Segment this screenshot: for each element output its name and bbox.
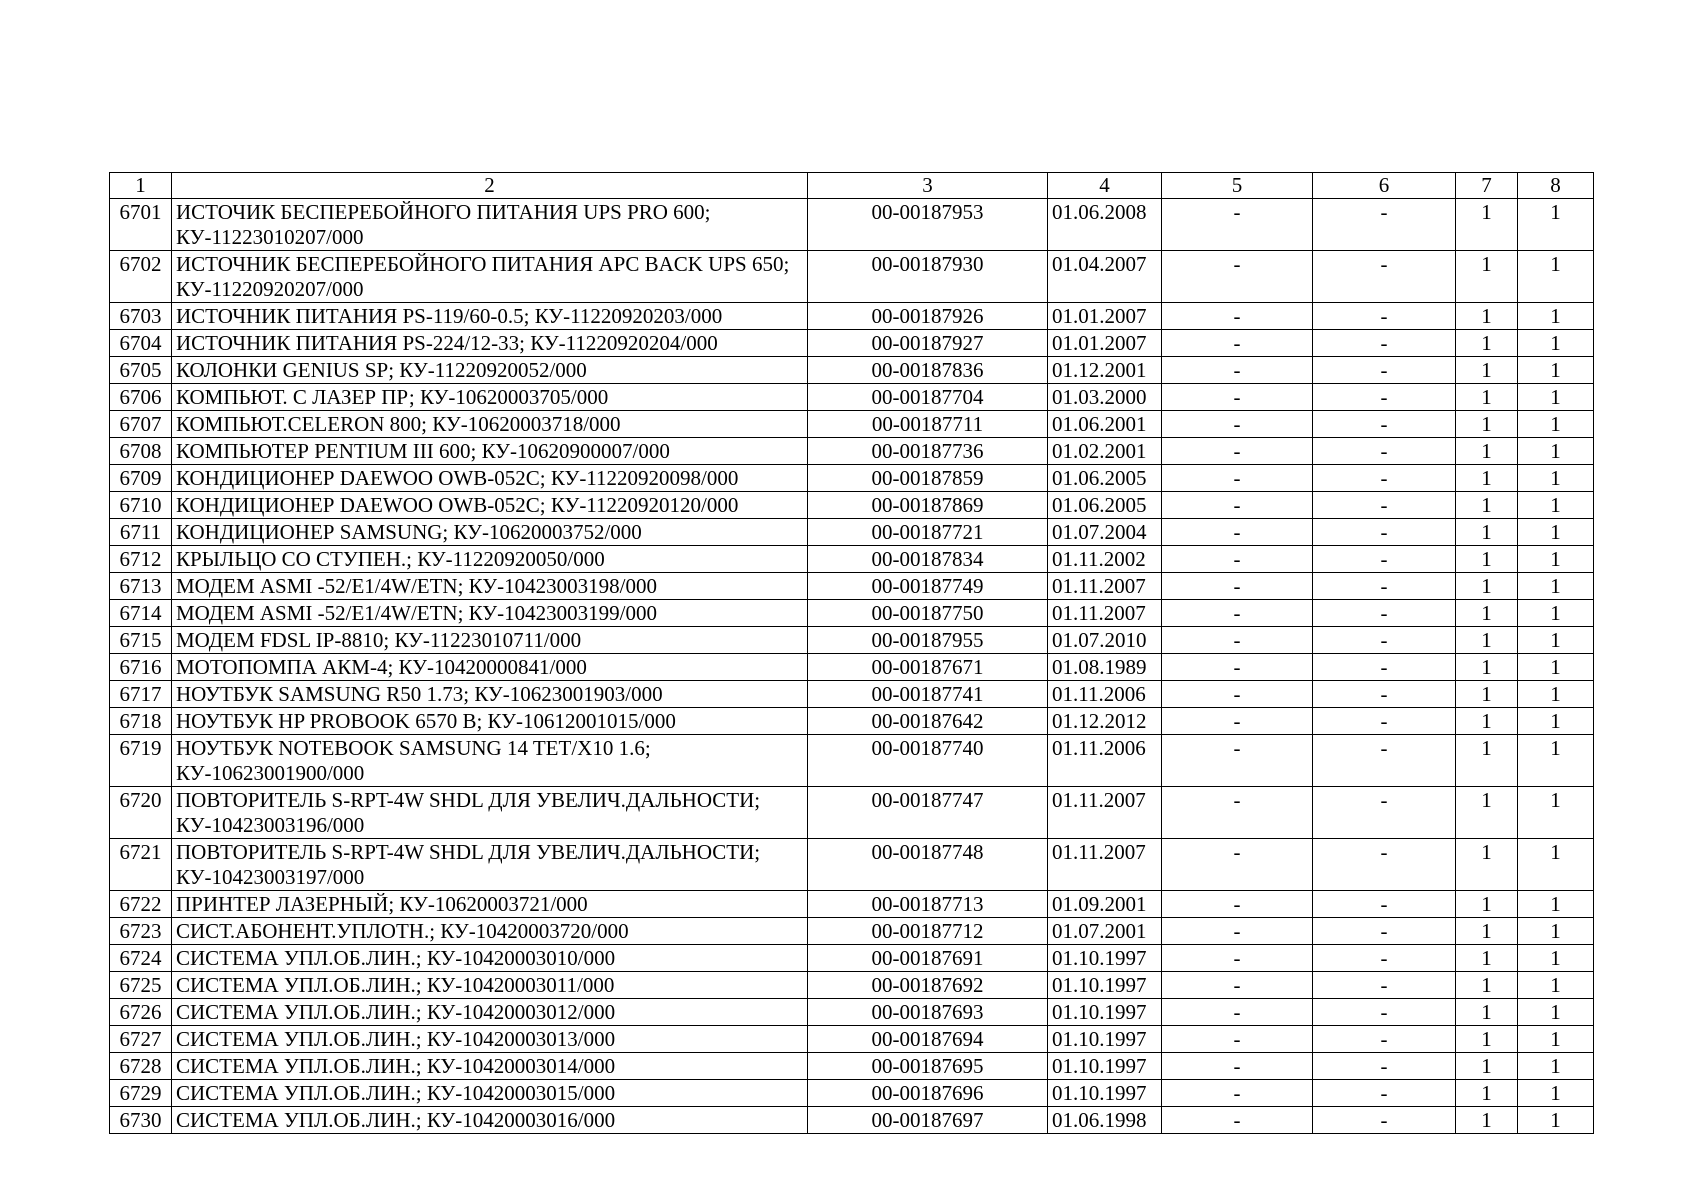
column-8-cell: 1 xyxy=(1518,681,1594,708)
column-5-cell: - xyxy=(1162,945,1313,972)
column-8-cell: 1 xyxy=(1518,411,1594,438)
column-8-cell: 1 xyxy=(1518,627,1594,654)
column-8-cell: 1 xyxy=(1518,708,1594,735)
item-name-cell: КОНДИЦИОНЕР DAEWOO OWB-052C; КУ-11220920120/000 xyxy=(172,492,808,519)
table-row xyxy=(110,519,1594,546)
row-number-cell: 6716 xyxy=(110,654,172,681)
item-name-cell: СИСТ.АБОНЕНТ.УПЛОТН.; КУ-10420003720/000 xyxy=(172,918,808,945)
column-8-cell: 1 xyxy=(1518,839,1594,891)
column-6-cell: - xyxy=(1313,251,1456,303)
column-5-cell: - xyxy=(1162,787,1313,839)
item-name-cell: ПОВТОРИТЕЛЬ S-RPT-4W SHDL ДЛЯ УВЕЛИЧ.ДАЛЬНОСТИ; КУ-10423003196/000 xyxy=(172,787,808,839)
column-8-cell: 1 xyxy=(1518,438,1594,465)
header-row xyxy=(110,173,1594,199)
date-cell: 01.06.2005 xyxy=(1048,465,1162,492)
column-5-cell: - xyxy=(1162,330,1313,357)
column-header-1: 1 xyxy=(110,173,172,199)
table-row xyxy=(110,839,1594,891)
column-7-cell: 1 xyxy=(1456,519,1518,546)
date-cell: 01.11.2007 xyxy=(1048,787,1162,839)
column-8-cell: 1 xyxy=(1518,972,1594,999)
date-cell: 01.06.2008 xyxy=(1048,199,1162,251)
column-8-cell: 1 xyxy=(1518,999,1594,1026)
column-5-cell: - xyxy=(1162,251,1313,303)
item-name-cell: СИСТЕМА УПЛ.ОБ.ЛИН.; КУ-10420003016/000 xyxy=(172,1107,808,1134)
item-name-cell: МОТОПОМПА АКМ-4; КУ-10420000841/000 xyxy=(172,654,808,681)
date-cell: 01.11.2006 xyxy=(1048,735,1162,787)
column-8-cell: 1 xyxy=(1518,1107,1594,1134)
table-row xyxy=(110,546,1594,573)
item-name-cell: МОДЕМ ASMI -52/E1/4W/ETN; КУ-10423003199/000 xyxy=(172,600,808,627)
row-number-cell: 6713 xyxy=(110,573,172,600)
inventory-code-cell: 00-00187927 xyxy=(808,330,1048,357)
inventory-code-cell: 00-00187691 xyxy=(808,945,1048,972)
table-header xyxy=(110,173,1594,199)
column-header-3: 3 xyxy=(808,173,1048,199)
column-8-cell: 1 xyxy=(1518,1053,1594,1080)
column-5-cell: - xyxy=(1162,654,1313,681)
column-6-cell: - xyxy=(1313,972,1456,999)
table-row xyxy=(110,600,1594,627)
table-row xyxy=(110,492,1594,519)
inventory-code-cell: 00-00187642 xyxy=(808,708,1048,735)
row-number-cell: 6710 xyxy=(110,492,172,519)
item-name-cell: СИСТЕМА УПЛ.ОБ.ЛИН.; КУ-10420003011/000 xyxy=(172,972,808,999)
column-7-cell: 1 xyxy=(1456,1026,1518,1053)
date-cell: 01.10.1997 xyxy=(1048,999,1162,1026)
column-5-cell: - xyxy=(1162,303,1313,330)
column-6-cell: - xyxy=(1313,1026,1456,1053)
column-6-cell: - xyxy=(1313,573,1456,600)
column-7-cell: 1 xyxy=(1456,945,1518,972)
column-6-cell: - xyxy=(1313,918,1456,945)
column-8-cell: 1 xyxy=(1518,384,1594,411)
row-number-cell: 6717 xyxy=(110,681,172,708)
row-number-cell: 6711 xyxy=(110,519,172,546)
item-name-cell: КОЛОНКИ GENIUS SP; КУ-11220920052/000 xyxy=(172,357,808,384)
inventory-code-cell: 00-00187740 xyxy=(808,735,1048,787)
inventory-code-cell: 00-00187721 xyxy=(808,519,1048,546)
row-number-cell: 6718 xyxy=(110,708,172,735)
inventory-code-cell: 00-00187747 xyxy=(808,787,1048,839)
column-7-cell: 1 xyxy=(1456,708,1518,735)
column-6-cell: - xyxy=(1313,492,1456,519)
date-cell: 01.11.2007 xyxy=(1048,600,1162,627)
table-row xyxy=(110,1107,1594,1134)
row-number-cell: 6712 xyxy=(110,546,172,573)
row-number-cell: 6705 xyxy=(110,357,172,384)
column-8-cell: 1 xyxy=(1518,199,1594,251)
inventory-code-cell: 00-00187694 xyxy=(808,1026,1048,1053)
inventory-code-cell: 00-00187671 xyxy=(808,654,1048,681)
column-5-cell: - xyxy=(1162,891,1313,918)
inventory-code-cell: 00-00187692 xyxy=(808,972,1048,999)
item-name-cell: КОМПЬЮТЕР PENTIUM III 600; КУ-10620900007/000 xyxy=(172,438,808,465)
column-7-cell: 1 xyxy=(1456,999,1518,1026)
table-body xyxy=(110,199,1594,1134)
row-number-cell: 6704 xyxy=(110,330,172,357)
column-7-cell: 1 xyxy=(1456,600,1518,627)
inventory-code-cell: 00-00187696 xyxy=(808,1080,1048,1107)
column-8-cell: 1 xyxy=(1518,891,1594,918)
date-cell: 01.08.1989 xyxy=(1048,654,1162,681)
table-row xyxy=(110,251,1594,303)
column-7-cell: 1 xyxy=(1456,627,1518,654)
row-number-cell: 6728 xyxy=(110,1053,172,1080)
date-cell: 01.07.2004 xyxy=(1048,519,1162,546)
column-5-cell: - xyxy=(1162,708,1313,735)
inventory-code-cell: 00-00187736 xyxy=(808,438,1048,465)
date-cell: 01.10.1997 xyxy=(1048,945,1162,972)
date-cell: 01.10.1997 xyxy=(1048,1080,1162,1107)
table-row xyxy=(110,627,1594,654)
table-row xyxy=(110,357,1594,384)
column-7-cell: 1 xyxy=(1456,891,1518,918)
table-row xyxy=(110,708,1594,735)
inventory-code-cell: 00-00187711 xyxy=(808,411,1048,438)
column-7-cell: 1 xyxy=(1456,438,1518,465)
row-number-cell: 6702 xyxy=(110,251,172,303)
row-number-cell: 6729 xyxy=(110,1080,172,1107)
column-7-cell: 1 xyxy=(1456,303,1518,330)
inventory-code-cell: 00-00187953 xyxy=(808,199,1048,251)
column-header-4: 4 xyxy=(1048,173,1162,199)
column-5-cell: - xyxy=(1162,1026,1313,1053)
table-row xyxy=(110,438,1594,465)
item-name-cell: КОНДИЦИОНЕР SAMSUNG; КУ-10620003752/000 xyxy=(172,519,808,546)
column-5-cell: - xyxy=(1162,1053,1313,1080)
column-7-cell: 1 xyxy=(1456,411,1518,438)
column-8-cell: 1 xyxy=(1518,330,1594,357)
date-cell: 01.12.2001 xyxy=(1048,357,1162,384)
column-5-cell: - xyxy=(1162,411,1313,438)
column-7-cell: 1 xyxy=(1456,357,1518,384)
row-number-cell: 6730 xyxy=(110,1107,172,1134)
column-8-cell: 1 xyxy=(1518,654,1594,681)
column-7-cell: 1 xyxy=(1456,199,1518,251)
column-6-cell: - xyxy=(1313,839,1456,891)
row-number-cell: 6707 xyxy=(110,411,172,438)
column-8-cell: 1 xyxy=(1518,787,1594,839)
row-number-cell: 6726 xyxy=(110,999,172,1026)
column-5-cell: - xyxy=(1162,199,1313,251)
date-cell: 01.03.2000 xyxy=(1048,384,1162,411)
date-cell: 01.11.2007 xyxy=(1048,573,1162,600)
column-5-cell: - xyxy=(1162,384,1313,411)
item-name-cell: МОДЕМ FDSL IP-8810; КУ-11223010711/000 xyxy=(172,627,808,654)
column-5-cell: - xyxy=(1162,519,1313,546)
inventory-code-cell: 00-00187955 xyxy=(808,627,1048,654)
column-6-cell: - xyxy=(1313,1080,1456,1107)
column-8-cell: 1 xyxy=(1518,519,1594,546)
table-row xyxy=(110,972,1594,999)
column-6-cell: - xyxy=(1313,735,1456,787)
column-5-cell: - xyxy=(1162,465,1313,492)
inventory-code-cell: 00-00187748 xyxy=(808,839,1048,891)
table-row xyxy=(110,654,1594,681)
row-number-cell: 6701 xyxy=(110,199,172,251)
inventory-code-cell: 00-00187750 xyxy=(808,600,1048,627)
column-6-cell: - xyxy=(1313,357,1456,384)
column-5-cell: - xyxy=(1162,438,1313,465)
table-row xyxy=(110,999,1594,1026)
date-cell: 01.01.2007 xyxy=(1048,330,1162,357)
column-5-cell: - xyxy=(1162,357,1313,384)
row-number-cell: 6721 xyxy=(110,839,172,891)
column-6-cell: - xyxy=(1313,627,1456,654)
column-6-cell: - xyxy=(1313,411,1456,438)
table-row xyxy=(110,918,1594,945)
column-8-cell: 1 xyxy=(1518,465,1594,492)
item-name-cell: СИСТЕМА УПЛ.ОБ.ЛИН.; КУ-10420003015/000 xyxy=(172,1080,808,1107)
date-cell: 01.10.1997 xyxy=(1048,972,1162,999)
column-6-cell: - xyxy=(1313,891,1456,918)
inventory-table xyxy=(109,172,1594,1134)
inventory-code-cell: 00-00187704 xyxy=(808,384,1048,411)
column-5-cell: - xyxy=(1162,573,1313,600)
inventory-code-cell: 00-00187834 xyxy=(808,546,1048,573)
item-name-cell: ИСТОЧИК БЕСПЕРЕБОЙНОГО ПИТАНИЯ UPS PRO 600; КУ-11223010207/000 xyxy=(172,199,808,251)
column-7-cell: 1 xyxy=(1456,972,1518,999)
inventory-code-cell: 00-00187859 xyxy=(808,465,1048,492)
column-5-cell: - xyxy=(1162,546,1313,573)
column-8-cell: 1 xyxy=(1518,1026,1594,1053)
table-row xyxy=(110,384,1594,411)
table-row xyxy=(110,735,1594,787)
column-6-cell: - xyxy=(1313,708,1456,735)
date-cell: 01.04.2007 xyxy=(1048,251,1162,303)
row-number-cell: 6727 xyxy=(110,1026,172,1053)
column-6-cell: - xyxy=(1313,600,1456,627)
column-6-cell: - xyxy=(1313,681,1456,708)
item-name-cell: ИСТОЧНИК ПИТАНИЯ PS-224/12-33; КУ-11220920204/000 xyxy=(172,330,808,357)
row-number-cell: 6723 xyxy=(110,918,172,945)
date-cell: 01.07.2001 xyxy=(1048,918,1162,945)
row-number-cell: 6724 xyxy=(110,945,172,972)
row-number-cell: 6715 xyxy=(110,627,172,654)
item-name-cell: СИСТЕМА УПЛ.ОБ.ЛИН.; КУ-10420003014/000 xyxy=(172,1053,808,1080)
item-name-cell: СИСТЕМА УПЛ.ОБ.ЛИН.; КУ-10420003010/000 xyxy=(172,945,808,972)
row-number-cell: 6708 xyxy=(110,438,172,465)
item-name-cell: НОУТБУК NOTEBOOK SAMSUNG 14 TET/X10 1.6; КУ-10623001900/000 xyxy=(172,735,808,787)
column-5-cell: - xyxy=(1162,918,1313,945)
column-7-cell: 1 xyxy=(1456,654,1518,681)
inventory-code-cell: 00-00187693 xyxy=(808,999,1048,1026)
column-7-cell: 1 xyxy=(1456,681,1518,708)
table-row xyxy=(110,681,1594,708)
table-row xyxy=(110,573,1594,600)
inventory-code-cell: 00-00187695 xyxy=(808,1053,1048,1080)
column-8-cell: 1 xyxy=(1518,945,1594,972)
column-6-cell: - xyxy=(1313,1053,1456,1080)
column-6-cell: - xyxy=(1313,945,1456,972)
column-5-cell: - xyxy=(1162,627,1313,654)
column-7-cell: 1 xyxy=(1456,735,1518,787)
item-name-cell: ИСТОЧНИК ПИТАНИЯ PS-119/60-0.5; КУ-11220920203/000 xyxy=(172,303,808,330)
table-row xyxy=(110,303,1594,330)
column-5-cell: - xyxy=(1162,972,1313,999)
item-name-cell: НОУТБУК HP PROBOOK 6570 B; КУ-10612001015/000 xyxy=(172,708,808,735)
inventory-code-cell: 00-00187713 xyxy=(808,891,1048,918)
row-number-cell: 6703 xyxy=(110,303,172,330)
column-8-cell: 1 xyxy=(1518,492,1594,519)
column-6-cell: - xyxy=(1313,546,1456,573)
column-5-cell: - xyxy=(1162,600,1313,627)
column-5-cell: - xyxy=(1162,492,1313,519)
column-5-cell: - xyxy=(1162,1107,1313,1134)
item-name-cell: КОМПЬЮТ. С ЛАЗЕР ПР; КУ-10620003705/000 xyxy=(172,384,808,411)
row-number-cell: 6714 xyxy=(110,600,172,627)
column-7-cell: 1 xyxy=(1456,384,1518,411)
table-row xyxy=(110,787,1594,839)
column-6-cell: - xyxy=(1313,654,1456,681)
inventory-code-cell: 00-00187836 xyxy=(808,357,1048,384)
item-name-cell: СИСТЕМА УПЛ.ОБ.ЛИН.; КУ-10420003013/000 xyxy=(172,1026,808,1053)
inventory-code-cell: 00-00187749 xyxy=(808,573,1048,600)
table-row xyxy=(110,330,1594,357)
item-name-cell: СИСТЕМА УПЛ.ОБ.ЛИН.; КУ-10420003012/000 xyxy=(172,999,808,1026)
date-cell: 01.11.2007 xyxy=(1048,839,1162,891)
date-cell: 01.02.2001 xyxy=(1048,438,1162,465)
date-cell: 01.06.1998 xyxy=(1048,1107,1162,1134)
table-row xyxy=(110,1080,1594,1107)
column-7-cell: 1 xyxy=(1456,546,1518,573)
item-name-cell: КОМПЬЮТ.CELERON 800; КУ-10620003718/000 xyxy=(172,411,808,438)
row-number-cell: 6722 xyxy=(110,891,172,918)
date-cell: 01.10.1997 xyxy=(1048,1026,1162,1053)
column-5-cell: - xyxy=(1162,839,1313,891)
column-6-cell: - xyxy=(1313,999,1456,1026)
column-6-cell: - xyxy=(1313,787,1456,839)
date-cell: 01.09.2001 xyxy=(1048,891,1162,918)
item-name-cell: НОУТБУК SAMSUNG R50 1.73; КУ-10623001903/000 xyxy=(172,681,808,708)
column-header-6: 6 xyxy=(1313,173,1456,199)
column-5-cell: - xyxy=(1162,681,1313,708)
table-row xyxy=(110,465,1594,492)
column-8-cell: 1 xyxy=(1518,251,1594,303)
table-row xyxy=(110,1053,1594,1080)
row-number-cell: 6709 xyxy=(110,465,172,492)
column-7-cell: 1 xyxy=(1456,839,1518,891)
inventory-code-cell: 00-00187741 xyxy=(808,681,1048,708)
date-cell: 01.06.2001 xyxy=(1048,411,1162,438)
column-6-cell: - xyxy=(1313,438,1456,465)
table-row xyxy=(110,891,1594,918)
column-8-cell: 1 xyxy=(1518,918,1594,945)
item-name-cell: КРЫЛЬЦО СО СТУПЕН.; КУ-11220920050/000 xyxy=(172,546,808,573)
column-7-cell: 1 xyxy=(1456,251,1518,303)
item-name-cell: ИСТОЧНИК БЕСПЕРЕБОЙНОГО ПИТАНИЯ APC BACK UPS 650; КУ-11220920207/000 xyxy=(172,251,808,303)
column-8-cell: 1 xyxy=(1518,735,1594,787)
column-8-cell: 1 xyxy=(1518,600,1594,627)
column-6-cell: - xyxy=(1313,303,1456,330)
table-row xyxy=(110,411,1594,438)
column-6-cell: - xyxy=(1313,1107,1456,1134)
row-number-cell: 6719 xyxy=(110,735,172,787)
column-8-cell: 1 xyxy=(1518,573,1594,600)
column-header-5: 5 xyxy=(1162,173,1313,199)
column-8-cell: 1 xyxy=(1518,303,1594,330)
item-name-cell: ПОВТОРИТЕЛЬ S-RPT-4W SHDL ДЛЯ УВЕЛИЧ.ДАЛЬНОСТИ; КУ-10423003197/000 xyxy=(172,839,808,891)
table-row xyxy=(110,1026,1594,1053)
column-7-cell: 1 xyxy=(1456,1080,1518,1107)
date-cell: 01.11.2002 xyxy=(1048,546,1162,573)
column-8-cell: 1 xyxy=(1518,357,1594,384)
column-header-7: 7 xyxy=(1456,173,1518,199)
inventory-code-cell: 00-00187712 xyxy=(808,918,1048,945)
table-row xyxy=(110,945,1594,972)
date-cell: 01.01.2007 xyxy=(1048,303,1162,330)
column-7-cell: 1 xyxy=(1456,573,1518,600)
column-7-cell: 1 xyxy=(1456,1107,1518,1134)
date-cell: 01.07.2010 xyxy=(1048,627,1162,654)
column-6-cell: - xyxy=(1313,199,1456,251)
date-cell: 01.12.2012 xyxy=(1048,708,1162,735)
table-row xyxy=(110,199,1594,251)
item-name-cell: ПРИНТЕР ЛАЗЕРНЫЙ; КУ-10620003721/000 xyxy=(172,891,808,918)
column-8-cell: 1 xyxy=(1518,546,1594,573)
column-6-cell: - xyxy=(1313,384,1456,411)
column-8-cell: 1 xyxy=(1518,1080,1594,1107)
row-number-cell: 6706 xyxy=(110,384,172,411)
inventory-code-cell: 00-00187697 xyxy=(808,1107,1048,1134)
inventory-code-cell: 00-00187930 xyxy=(808,251,1048,303)
row-number-cell: 6720 xyxy=(110,787,172,839)
column-6-cell: - xyxy=(1313,330,1456,357)
row-number-cell: 6725 xyxy=(110,972,172,999)
column-header-2: 2 xyxy=(172,173,808,199)
column-7-cell: 1 xyxy=(1456,465,1518,492)
column-7-cell: 1 xyxy=(1456,330,1518,357)
date-cell: 01.10.1997 xyxy=(1048,1053,1162,1080)
column-header-8: 8 xyxy=(1518,173,1594,199)
column-7-cell: 1 xyxy=(1456,787,1518,839)
date-cell: 01.06.2005 xyxy=(1048,492,1162,519)
column-6-cell: - xyxy=(1313,465,1456,492)
inventory-code-cell: 00-00187926 xyxy=(808,303,1048,330)
column-5-cell: - xyxy=(1162,999,1313,1026)
column-7-cell: 1 xyxy=(1456,918,1518,945)
column-5-cell: - xyxy=(1162,1080,1313,1107)
date-cell: 01.11.2006 xyxy=(1048,681,1162,708)
item-name-cell: КОНДИЦИОНЕР DAEWOO OWB-052C; КУ-11220920098/000 xyxy=(172,465,808,492)
inventory-code-cell: 00-00187869 xyxy=(808,492,1048,519)
column-7-cell: 1 xyxy=(1456,492,1518,519)
column-7-cell: 1 xyxy=(1456,1053,1518,1080)
item-name-cell: МОДЕМ ASMI -52/E1/4W/ETN; КУ-10423003198/000 xyxy=(172,573,808,600)
column-5-cell: - xyxy=(1162,735,1313,787)
column-6-cell: - xyxy=(1313,519,1456,546)
